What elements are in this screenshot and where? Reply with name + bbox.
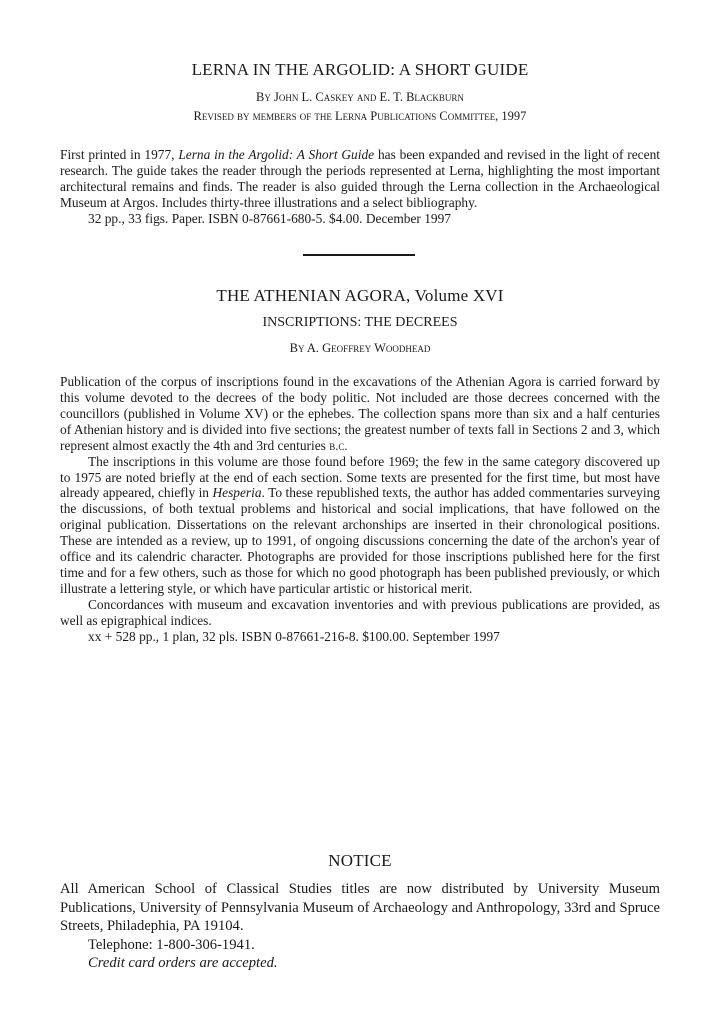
agora-paragraph-1-text: Publication of the corpus of inscriptions found in the excavations of the Athenian Agora is carried forward by this volume devoted to the decrees of the body politic. Not included are those decrees concerned with the councillors (published in Volume XV) or the ephebes. The collection spans more than six and a half centuries of Athenian history and is divided into five sections; the greatest number of texts fall in Sections 2 and 3, which represent almost exactly the 4th and 3rd centuries	[60, 374, 660, 453]
lerna-revised-note: Revised by members of the Lerna Publications Committee, 1997	[193, 109, 527, 123]
notice-body	[60, 880, 660, 973]
notice-heading: NOTICE	[328, 851, 392, 870]
notice-telephone: Telephone: 1-800-306-1941.	[88, 936, 255, 953]
agora-paragraph-3: Concordances with museum and excavation inventories and with previous publications are provided, as well as epigraphical indices.	[60, 596, 660, 628]
lerna-title: LERNA IN THE ARGOLID: A SHORT GUIDE	[191, 60, 529, 79]
agora-description	[60, 374, 660, 645]
agora-byline: By A. Geoffrey Woodhead	[289, 341, 431, 355]
lerna-description-body: has been expanded and revised in the light of recent research. The guide takes the reader through the periods represented at Lerna, highlighting the most important architectural remains and finds. The reader is also guided through the Lerna collection in the Archaeological Museum at Argos. Includes thirty-three illustrations and a select bibliography.	[60, 147, 660, 210]
lerna-book-title: Lerna in the Argolid: A Short Guide	[178, 147, 375, 162]
lerna-description-intro: First printed in 1977,	[60, 147, 179, 162]
lerna-publication-info: 32 pp., 33 figs. Paper. ISBN 0-87661-680-5. $4.00. December 1997	[88, 210, 451, 226]
section-divider	[303, 254, 415, 256]
notice-credit	[60, 954, 660, 973]
era-abbreviation: b.c.	[329, 438, 348, 453]
agora-publication-info: xx + 528 pp., 1 plan, 32 pls. ISBN 0-87661-216-8. $100.00. September 1997	[88, 628, 500, 644]
lerna-byline: By John L. Caskey and E. T. Blackburn	[256, 90, 464, 104]
agora-paragraph-1	[60, 374, 660, 454]
agora-paragraph-2-body: . To these republished texts, the author has added commentaries surveying the discussions, of both textual problems and historical and social implications, that have followed on the original publication. Dissertations on the relevant archonships are inserted in their chronological positions. These are intended as a review, up to 1991, of ongoing discussions concerning the date of the archon's year of office and its calendric character. Photographs are provided for those inscriptions published here for the first time and for a few others, such as those for which no good photograph has been published previously, or which illustrate a lettering style, or which have particular artistic or historical merit.	[60, 485, 660, 596]
agora-title: THE ATHENIAN AGORA, Volume XVI	[216, 286, 504, 305]
agora-subtitle: INSCRIPTIONS: THE DECREES	[262, 315, 458, 330]
agora-paragraph-2-intro: The inscriptions in this volume are those found before 1969; the few in the same category discovered up to 1975 are noted briefly at the end of each section. Some texts are presented for the first time, but most have already appeared, chiefly in	[60, 453, 660, 501]
agora-paragraph-2	[60, 454, 660, 597]
notice-credit-text: Credit card orders are accepted.	[88, 955, 278, 971]
hesperia-title: Hesperia	[212, 485, 262, 501]
lerna-description-paragraph	[60, 147, 660, 211]
notice-text: All American School of Classical Studies titles are now distributed by University Museum Publications, University of Pennsylvania Museum of Archaeology and Anthropology, 33rd and Spruce Streets, Philadephia, PA 19104.	[60, 881, 660, 934]
lerna-description	[60, 147, 660, 227]
